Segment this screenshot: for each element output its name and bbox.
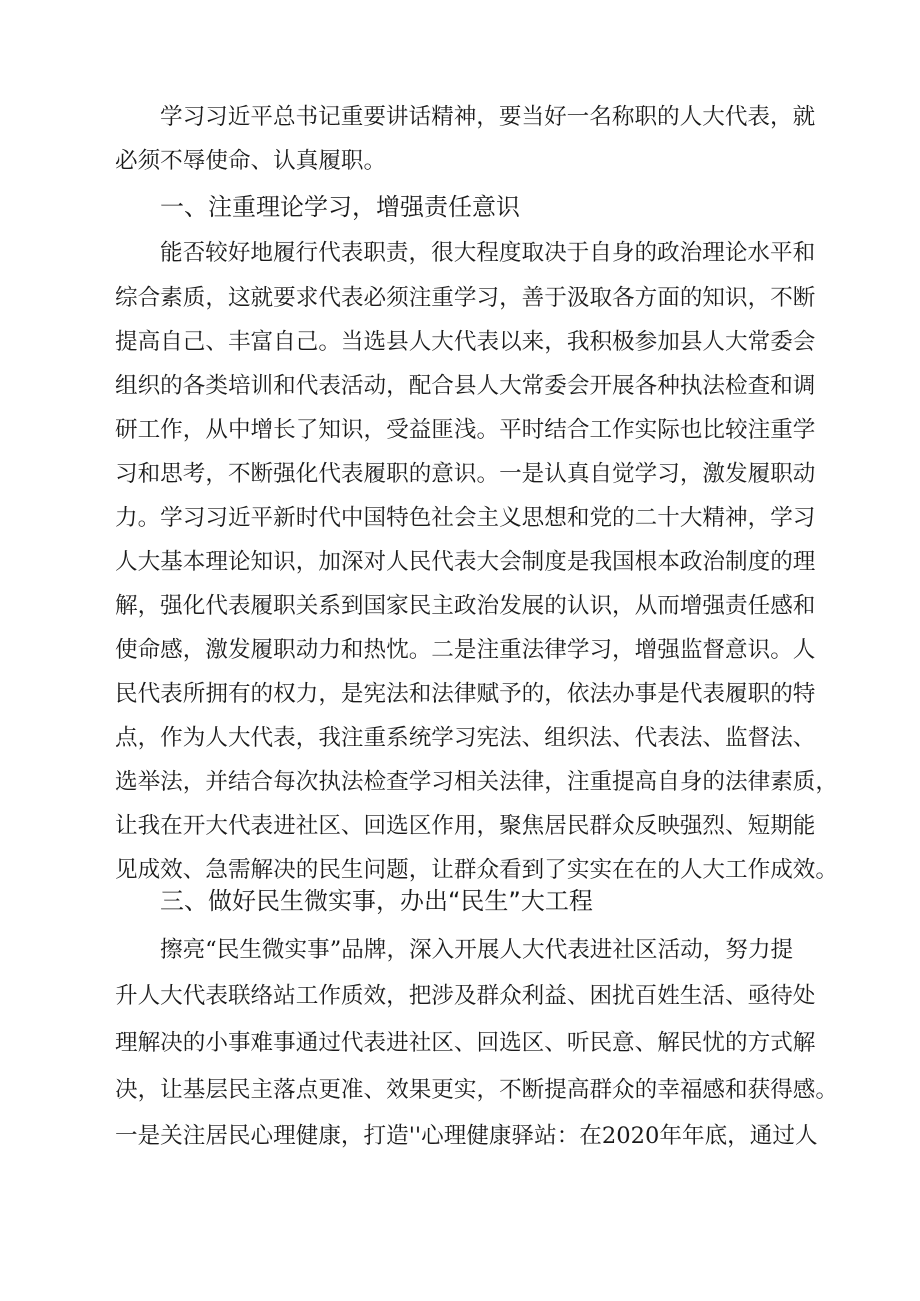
paragraph-line: 决，让基层民主落点更准、效果更实，不断提高群众的幸福感和获得感。 [115, 1077, 838, 1103]
paragraph-line: 点，作为人大代表，我注重系统学习宪法、组织法、代表法、监督法、 [115, 725, 816, 751]
paragraph-line: 解，强化代表履职关系到国家民主政治发展的认识，从而增强责任感和 [115, 593, 816, 619]
paragraph-line: 让我在开大代表进社区、回选区作用，聚焦居民群众反映强烈、短期能 [115, 813, 816, 839]
paragraph-line: 组织的各类培训和代表活动，配合县人大常委会开展各种执法检查和调 [115, 373, 816, 399]
paragraph-line: 力。学习习近平新时代中国特色社会主义思想和党的二十大精神，学习 [115, 505, 816, 531]
section-heading-3: 三、做好民生微实事，办出“民生”大工程 [160, 887, 593, 915]
paragraph-line: 习和思考，不断强化代表履职的意识。一是认真自觉学习，激发履职动 [115, 461, 816, 487]
paragraph-line: 研工作，从中增长了知识，受益匪浅。平时结合工作实际也比较注重学 [115, 417, 816, 443]
paragraph-line: 人大基本理论知识，加深对人民代表大会制度是我国根本政治制度的理 [115, 549, 816, 575]
paragraph-line: 学习习近平总书记重要讲话精神，要当好一名称职的人大代表，就 [160, 104, 816, 130]
paragraph-line: 一是关注居民心理健康，打造''心理健康驿站：在2020年年底，通过人 [115, 1123, 818, 1149]
section-heading-1: 一、注重理论学习，增强责任意识 [160, 193, 520, 221]
paragraph-line: 能否较好地履行代表职责，很大程度取决于自身的政治理论水平和 [160, 240, 816, 266]
paragraph-line: 民代表所拥有的权力，是宪法和法律赋予的，依法办事是代表履职的特 [115, 681, 816, 707]
paragraph-line: 见成效、急需解决的民生问题，让群众看到了实实在在的人大工作成效。 [115, 857, 838, 883]
paragraph-line: 使命感，激发履职动力和热忱。二是注重法律学习，增强监督意识。人 [115, 637, 816, 663]
paragraph-line: 理解决的小事难事通过代表进社区、回选区、听民意、解民忧的方式解 [115, 1030, 816, 1056]
paragraph-line: 综合素质，这就要求代表必须注重学习，善于汲取各方面的知识，不断 [115, 285, 816, 311]
paragraph-line: 必须不辱使命、认真履职。 [115, 148, 387, 174]
paragraph-line: 升人大代表联络站工作质效，把涉及群众利益、困扰百姓生活、亟待处 [115, 983, 816, 1009]
paragraph-line: 擦亮“民生微实事”品牌，深入开展人大代表进社区活动，努力提 [160, 937, 794, 963]
paragraph-line: 选举法，并结合每次执法检查学习相关法律，注重提高自身的法律素质， [115, 769, 838, 795]
paragraph-line: 提高自己、丰富自己。当选县人大代表以来，我积极参加县人大常委会 [115, 329, 816, 355]
